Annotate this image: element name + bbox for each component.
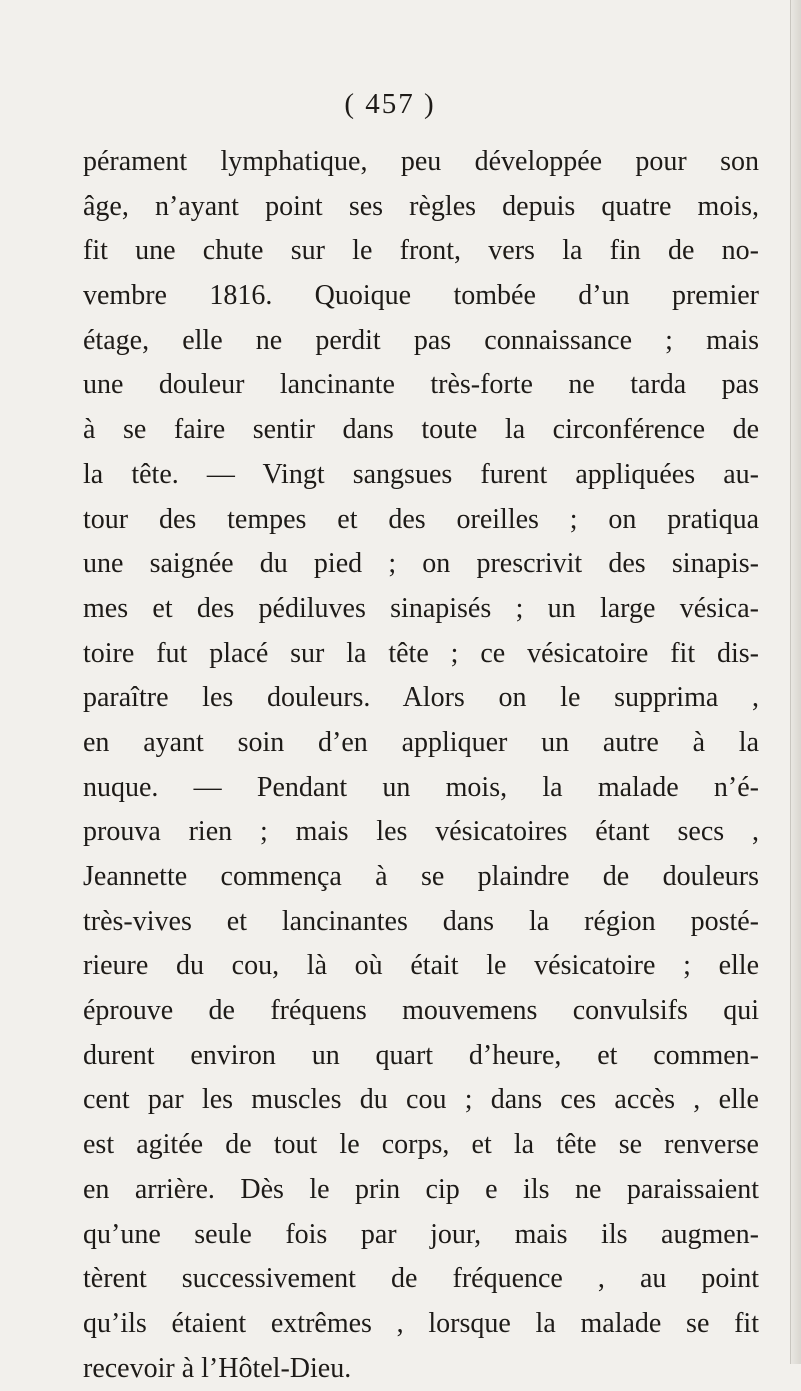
text-line: une saignée du pied ; on prescrivit des sinapis- — [83, 548, 759, 580]
text-line: prouva rien ; mais les vésicatoires étant secs , — [83, 816, 759, 848]
text-line: qu’une seule fois par jour, mais ils augmen- — [83, 1218, 759, 1250]
text-line: durent environ un quart d’heure, et commen- — [83, 1039, 759, 1071]
text-line: qu’ils étaient extrêmes , lorsque la malade se fit — [83, 1307, 759, 1339]
text-line: étage, elle ne perdit pas connaissance ; mais — [83, 324, 759, 356]
page-number: ( 457 ) — [344, 88, 436, 120]
text-line: cent par les muscles du cou ; dans ces accès , elle — [83, 1084, 759, 1116]
text-line: très-vives et lancinantes dans la région posté- — [83, 905, 759, 937]
text-line: Jeannette commença à se plaindre de douleurs — [83, 861, 759, 892]
text-line: mes et des pédiluves sinapisés ; un large vésica- — [83, 592, 759, 624]
text-line: tour des tempes et des oreilles ; on pratiqua — [83, 503, 759, 535]
text-line: âge, n’ayant point ses règles depuis quatre mois, — [83, 190, 759, 222]
page-edge — [790, 0, 801, 1364]
text-line: fit une chute sur le front, vers la fin de no- — [83, 235, 759, 267]
text-line: la tête. — Vingt sangsues furent appliquées au- — [83, 458, 759, 490]
text-line: à se faire sentir dans toute la circonférence de — [83, 414, 759, 446]
text-line: pérament lymphatique, peu développée pour son — [83, 146, 759, 177]
text-line: tèrent successivement de fréquence , au point — [83, 1263, 759, 1295]
text-line: paraître les douleurs. Alors on le supprima , — [83, 682, 759, 714]
text-line: nuque. — Pendant un mois, la malade n’é- — [83, 771, 759, 803]
text-line: toire fut placé sur la tête ; ce vésicatoire fit dis- — [83, 637, 759, 669]
text-line: en ayant soin d’en appliquer un autre à la — [83, 726, 759, 758]
text-line: est agitée de tout le corps, et la tête se renverse — [83, 1129, 759, 1161]
text-line: recevoir à l’Hôtel-Dieu. — [83, 1352, 352, 1384]
text-line: une douleur lancinante très-forte ne tarda pas — [83, 369, 759, 401]
body-text — [83, 140, 759, 1391]
text-line: rieure du cou, là où était le vésicatoire ; elle — [83, 950, 759, 982]
text-line: en arrière. Dès le prin cip e ils ne paraissaient — [83, 1173, 759, 1205]
text-line: éprouve de fréquens mouvemens convulsifs qui — [83, 995, 759, 1027]
text-line: vembre 1816. Quoique tombée d’un premier — [83, 280, 759, 312]
